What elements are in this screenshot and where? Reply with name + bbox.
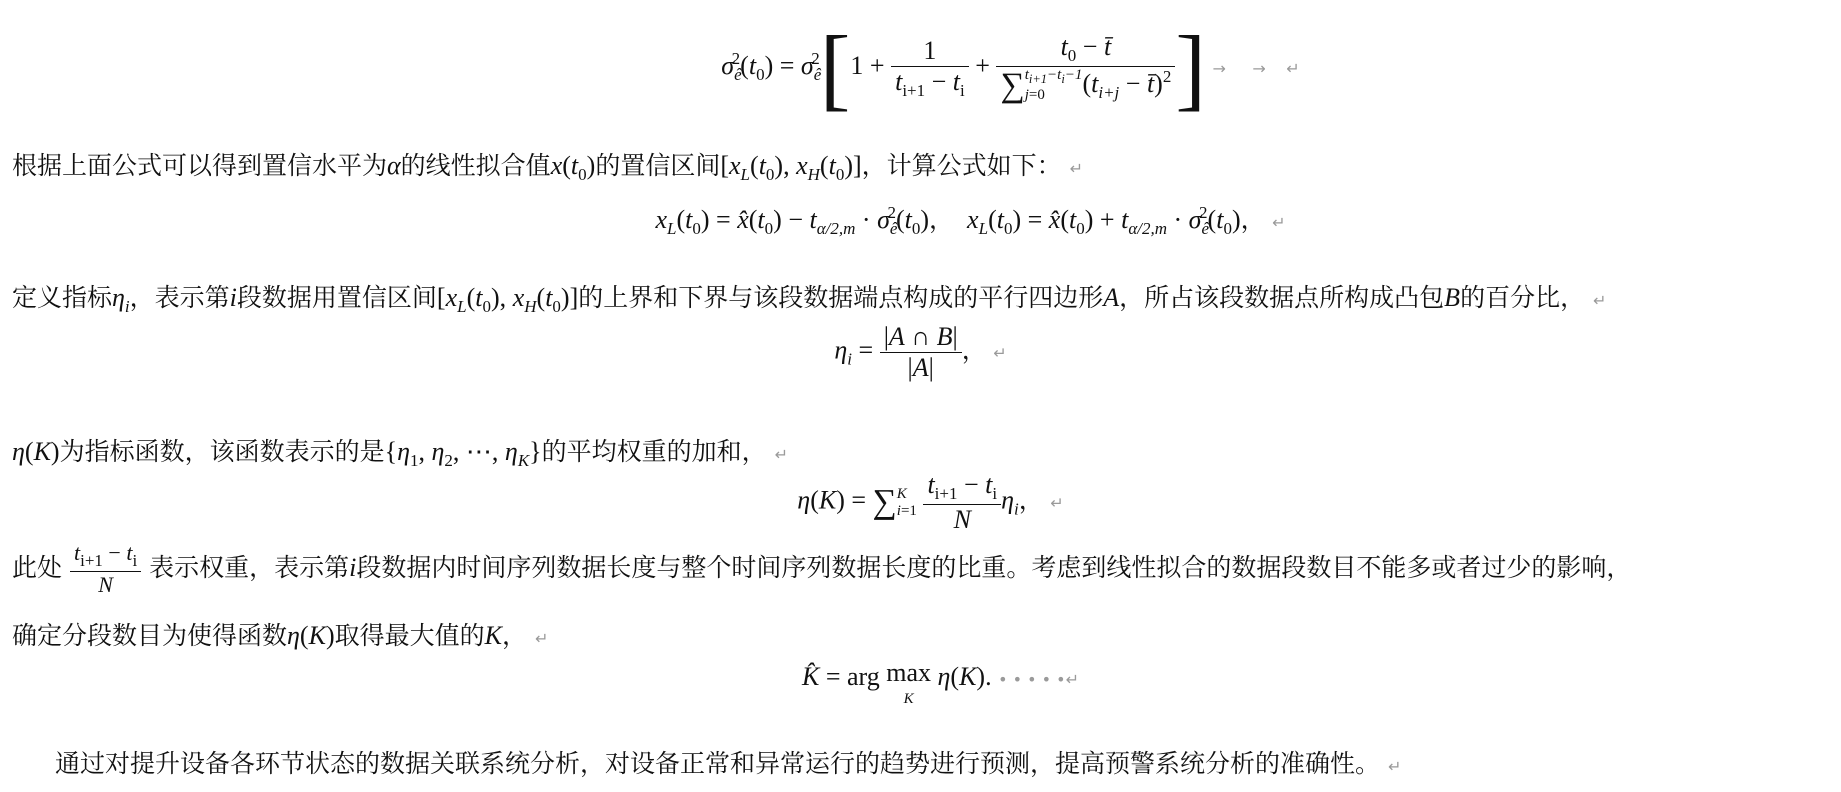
paragraph-confidence: 根据上面公式可以得到置信水平为α的线性拟合值$x(t_0)$的置信区间[$x_L(t_0)$, $x_H(t_0)$]，计算公式如下： ↵: [12, 151, 1084, 184]
formula-eta-i: $\eta_i$ = $\frac{|A \cap B|}{|A|}$ ， ↵: [834, 322, 1007, 382]
paragraph-max: 确定分段数目为使得函数η(K)取得最大值的K， ↵: [12, 621, 549, 650]
paragraph-mark: ↵: [1272, 213, 1286, 232]
paragraph-mark: ↵: [993, 343, 1007, 363]
formula-eta-k: η(K) = ∑K i=1 $\frac{t_{i+1} - t_i}{N}$ $\eta_i$， ↵: [797, 470, 1064, 534]
tab-arrow: →: [1212, 58, 1226, 78]
paragraph-weight: 此处 $\frac{t_{i+1} - t_i}{N}$ 表示权重，表示第i段数据内时间序列数据长度与整个时间序列数据长度的比重。考虑到线性拟合的数据段数目不能多或者过少的影响，: [12, 540, 1632, 597]
paragraph-mark: ↵: [534, 629, 549, 648]
paragraph-mark: ↵: [1050, 493, 1064, 513]
paragraph-final: 通过对提升设备各环节状态的数据关联系统分析，对设备正常和异常运行的趋势进行预测，提高预警系统分析的准确性。 ↵: [55, 749, 1402, 778]
formula-interval: $x_L(t_0)$ = $x̂(t_0) - t_{\alpha/2,m} \cdot \sigma_ê^2(t_0)$， $x_L(t_0)$ = $x̂(t_0) + t_{\alpha/2,m} \cdot \sigma_ê^2(t_0)$， ↵: [655, 203, 1286, 238]
paragraph-eta-k: η(K)为指标函数，该函数表示的是{$\eta_1$, $\eta_2$, ⋯, $\eta_K$}的平均权重的加和， ↵: [12, 437, 789, 470]
paragraph-mark: ↵: [774, 445, 789, 464]
paragraph-eta-definition: 定义指标$\eta_i$，表示第i段数据用置信区间[$x_L(t_0)$, $x_H(t_0)$]的上界和下界与该段数据端点构成的平行四边形A，所占该段数据点所构成凸包B的百分比， ↵: [12, 283, 1607, 316]
paragraph-mark: ↵: [1593, 291, 1607, 310]
tab-arrow: →: [1252, 58, 1266, 78]
formula-sigma: $\sigma_ê^2(t_0) = \sigma_ê^2[1$ + $\frac{1}{t_{i+1} - t_i}$ + $t_0$ − t̄ $\sum t_{i+1}-t_i-1$ j=0 ($t_{i+j}$ − t̄)$^2$ ] → → ↵: [721, 17, 1300, 119]
formula-argmax: K̂ = arg max K η(K). • • • • •↵: [801, 658, 1080, 707]
dot-leader: • • • • •: [998, 670, 1066, 689]
paragraph-mark: ↵: [1065, 670, 1080, 689]
paragraph-mark: ↵: [1286, 58, 1300, 78]
paragraph-mark: ↵: [1387, 757, 1402, 776]
paragraph-mark: ↵: [1069, 159, 1084, 178]
